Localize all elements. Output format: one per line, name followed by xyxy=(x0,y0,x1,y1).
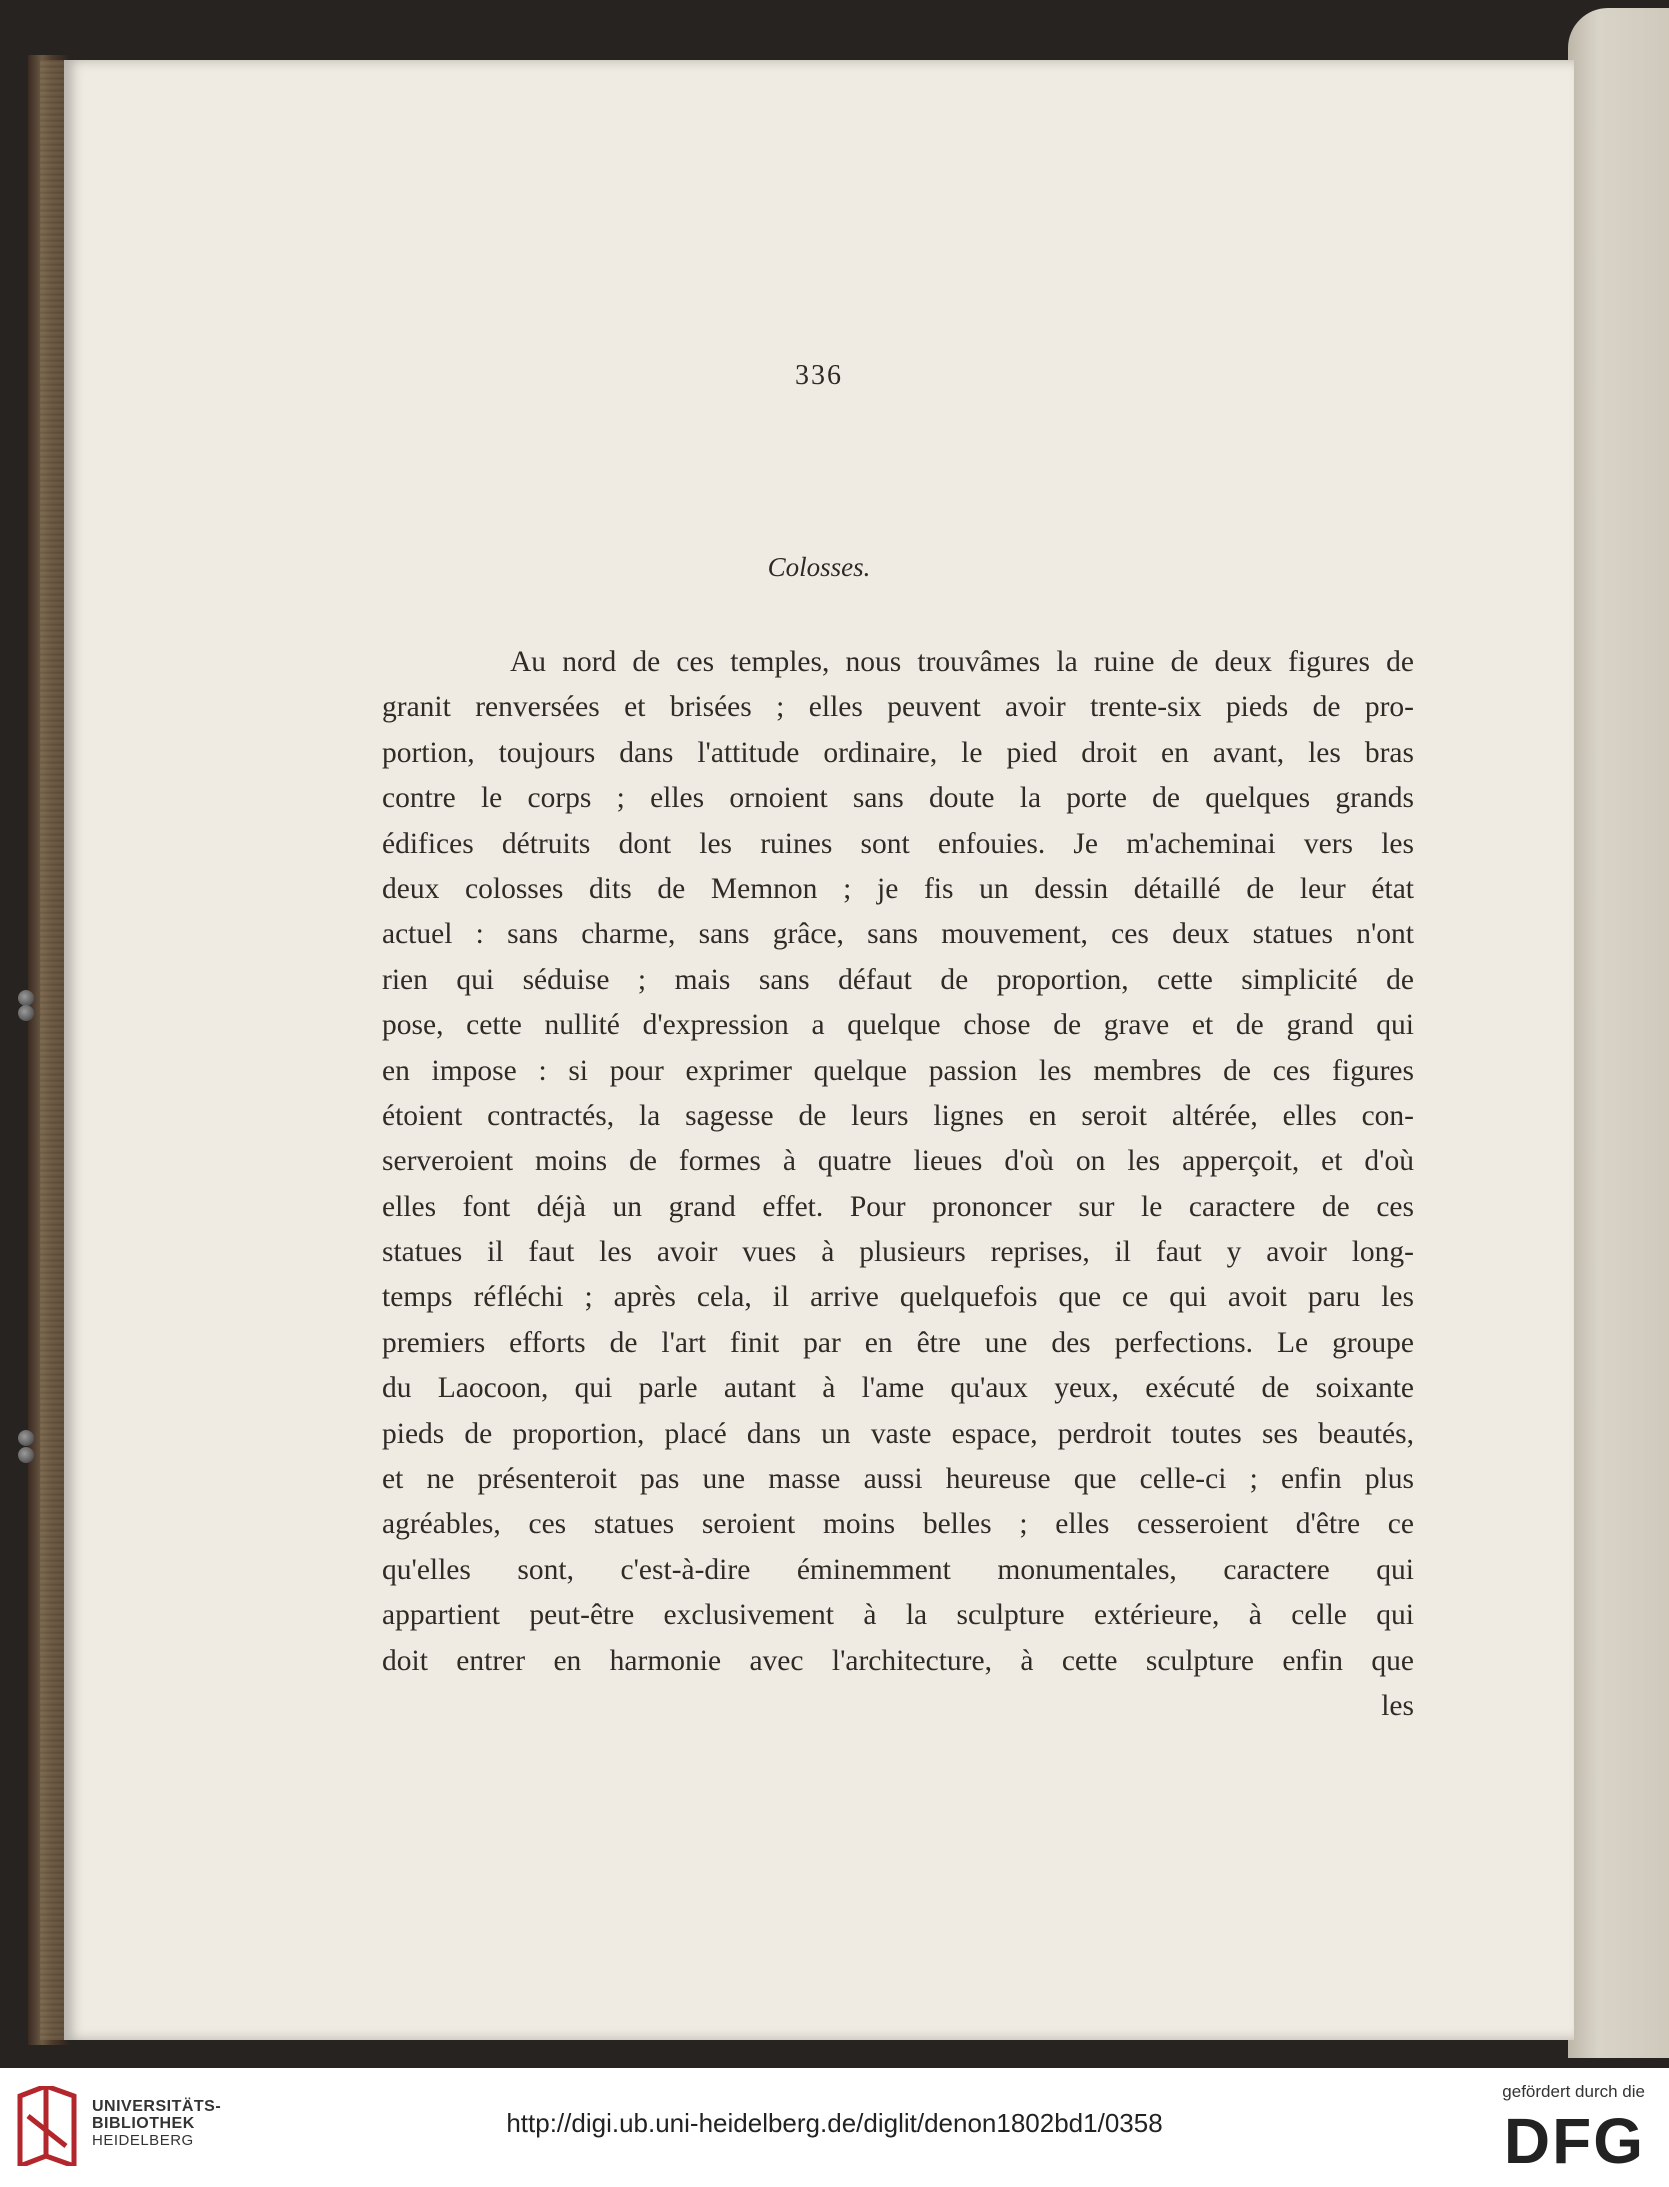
text-line: deux colosses dits de Memnon ; je fis un dessin détaillé de leur état xyxy=(382,872,1414,905)
text-line: rien qui séduise ; mais sans défaut de proportion, cette simplicité de xyxy=(382,963,1414,996)
text-line: du Laocoon, qui parle autant à l'ame qu'aux yeux, exécuté de soixante xyxy=(382,1372,1414,1405)
text-line: Au nord de ces temples, nous trouvâmes la ruine de deux figures de xyxy=(510,646,1414,678)
text-line: en impose : si pour exprimer quelque passion les membres de ces figures xyxy=(382,1054,1414,1087)
library-name-line: BIBLIOTHEK xyxy=(92,2115,195,2132)
text-line: pieds de proportion, placé dans un vaste espace, perdroit toutes ses beautés, xyxy=(382,1417,1414,1450)
dfg-logo: DFG xyxy=(1503,2105,1645,2177)
text-line: elles font déjà un grand effet. Pour prononcer sur le caractere de ces xyxy=(382,1190,1414,1223)
clip-icon xyxy=(18,1005,34,1021)
book-page xyxy=(64,60,1574,2040)
clip-icon xyxy=(18,1447,34,1463)
permalink-url[interactable]: http://digi.ub.uni-heidelberg.de/diglit/denon1802bd1/0358 xyxy=(506,2108,1163,2138)
next-page-edge xyxy=(1568,8,1669,2058)
clip-icon xyxy=(18,1430,34,1446)
spine-cloth-texture xyxy=(40,60,66,2040)
text-line: granit renversées et brisées ; elles peuvent avoir trente-six pieds de pro- xyxy=(382,691,1414,724)
text-line: qu'elles sont, c'est-à-dire éminemment monumentales, caractere qui xyxy=(382,1553,1414,1586)
viewer-footer xyxy=(0,2068,1669,2187)
library-name-line: UNIVERSITÄTS- xyxy=(92,2098,222,2115)
text-line: portion, toujours dans l'attitude ordinaire, le pied droit en avant, les bras xyxy=(382,736,1414,769)
text-line: pose, cette nullité d'expression a quelque chose de grave et de grand qui xyxy=(382,1009,1414,1042)
catchword: les xyxy=(1381,1689,1414,1722)
text-line: statues il faut les avoir vues à plusieurs reprises, il faut y avoir long- xyxy=(382,1236,1414,1269)
text-line: agréables, ces statues seroient moins belles ; elles cesseroient d'être ce xyxy=(382,1508,1414,1541)
text-line: serveroient moins de formes à quatre lieues d'où on les apperçoit, et d'où xyxy=(382,1145,1414,1178)
text-line: édifices détruits dont les ruines sont enfouies. Je m'acheminai vers les xyxy=(382,827,1414,860)
funding-caption: gefördert durch die xyxy=(1502,2082,1645,2101)
text-line: temps réfléchi ; après cela, il arrive quelquefois que ce qui avoit paru les xyxy=(382,1281,1414,1314)
text-line: actuel : sans charme, sans grâce, sans mouvement, ces deux statues n'ont xyxy=(382,918,1414,951)
section-title: Colosses. xyxy=(767,552,871,582)
text-line: appartient peut-être exclusivement à la sculpture extérieure, à celle qui xyxy=(382,1599,1414,1632)
text-line: doit entrer en harmonie avec l'architecture, à cette sculpture enfin que xyxy=(382,1644,1414,1677)
clip-icon xyxy=(18,990,34,1006)
text-line: contre le corps ; elles ornoient sans doute la porte de quelques grands xyxy=(382,782,1414,815)
body-text xyxy=(382,640,1414,1729)
text-line: étoient contractés, la sagesse de leurs lignes en seroit altérée, elles con- xyxy=(382,1099,1414,1132)
library-name-line: HEIDELBERG xyxy=(92,2132,194,2149)
page-number: 336 xyxy=(795,360,843,391)
text-line: et ne présenteroit pas une masse aussi heureuse que celle-ci ; enfin plus xyxy=(382,1463,1414,1496)
text-line: premiers efforts de l'art finit par en être une des perfections. Le groupe xyxy=(382,1326,1414,1359)
